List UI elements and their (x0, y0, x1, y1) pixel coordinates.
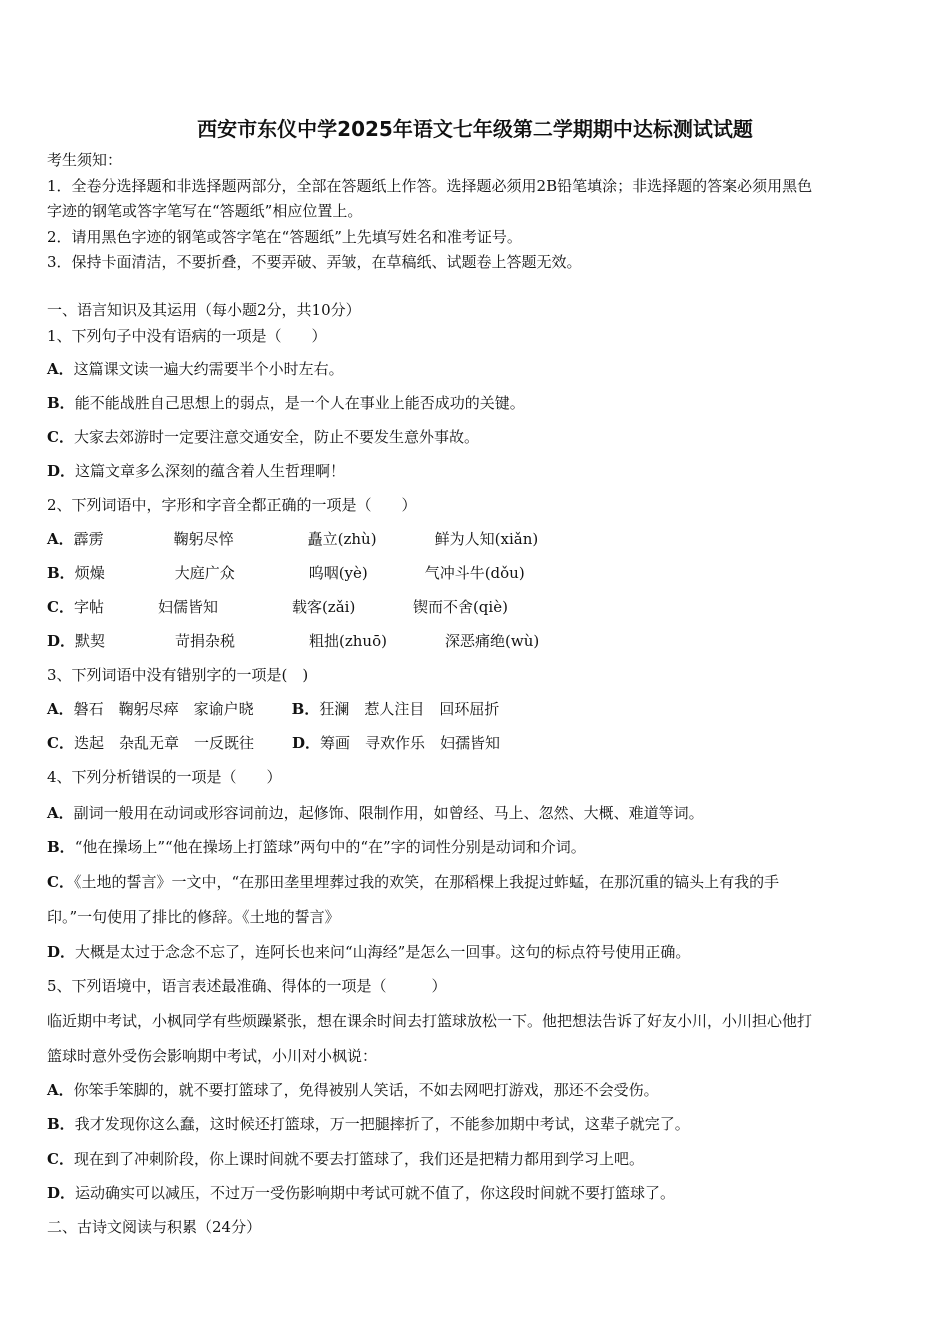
option-text: 运动确实可以减压，不过万一受伤影响期中考试可就不值了，你这段时间就不要打篮球了。 (75, 1184, 676, 1202)
option-key: A． (47, 700, 74, 718)
option-key: B． (291, 700, 320, 718)
word: 霹雳 (73, 530, 104, 548)
notice-heading: 考生须知： (47, 151, 123, 169)
option-text: 大家去郊游时一定要注意交通安全，防止不要发生意外事故。 (73, 428, 479, 446)
option-d (47, 1183, 675, 1203)
context-text: 临近期中考试，小枫同学有些烦躁紧张，想在课余时间去打篮球放松一下。他把想法告诉了好友小川，小川担心他打 (47, 1012, 813, 1030)
option-key: A． (47, 804, 74, 822)
option-a (47, 359, 344, 379)
option-c (47, 872, 779, 892)
option-key: B． (47, 564, 75, 582)
option-b (47, 393, 525, 413)
word: 妇儒皆知 (157, 598, 218, 616)
option-c-continued (47, 907, 340, 927)
option-text: 磐石 鞠躬尽瘁 家谕户晓 (73, 700, 254, 718)
word: 烦燥 (74, 564, 105, 582)
option-key: D． (47, 462, 76, 480)
option-key: A． (47, 360, 74, 378)
word: 载客(zǎi) (291, 598, 356, 616)
option-a (47, 803, 704, 823)
option-d (47, 942, 690, 962)
word: 字帖 (73, 598, 104, 616)
option-key: C． (47, 428, 74, 446)
word: 矗立(zhù) (307, 530, 377, 548)
question-stem: 1、下列句子中没有语病的一项是（ ） (47, 327, 327, 345)
section-heading: 二、古诗文阅读与积累（24分） (47, 1218, 262, 1236)
word: 呜咽(yè) (308, 564, 368, 582)
option-c (47, 427, 479, 447)
question-stem: 5、下列语境中，语言表述最准确、得体的一项是（ ） (47, 977, 447, 995)
word: 鞠躬尽悴 (173, 530, 234, 548)
option-key: B． (47, 1115, 75, 1133)
word: 鲜为人知(xiǎn) (434, 530, 539, 548)
option-text: 《土地的誓言》一文中，“在那田垄里埋葬过我的欢笑，在那稻棵上我捉过蚱蜢，在那沉重的镐头上有我的手 (73, 873, 780, 891)
word: 气冲斗牛(dǒu) (424, 564, 525, 582)
context-text: 篮球时意外受伤会影响期中考试，小川对小枫说： (47, 1047, 378, 1065)
word: 粗拙(zhuō) (309, 632, 387, 650)
option-text: 大概是太过于念念不忘了，连阿长也来问“山海经”是怎么一回事。这句的标点符号使用正确。 (75, 943, 691, 961)
option-text: 能不能战胜自己思想上的弱点，是一个人在事业上能否成功的关键。 (74, 394, 525, 412)
option-text: 这篇文章多么深刻的蕴含着人生哲理啊！ (75, 462, 346, 480)
option-text: 你笨手笨脚的，就不要打篮球了，免得被别人笑话，不如去网吧打游戏，那还不会受伤。 (73, 1081, 659, 1099)
option-key: C． (47, 873, 74, 891)
word: 默契 (75, 632, 106, 650)
option-key: B． (47, 838, 75, 856)
option-b (47, 837, 586, 857)
option-key: C． (47, 734, 74, 752)
word: 锲而不舍(qiè) (412, 598, 508, 616)
option-text: 筹画 寻欢作乐 妇孺皆知 (319, 734, 500, 752)
question-stem: 3、下列词语中没有错别字的一项是( ) (47, 666, 309, 684)
page-title: 西安市东仪中学2025年语文七年级第二学期期中达标测试试题 (197, 117, 753, 141)
section-heading: 一、语言知识及其运用（每小题2分，共10分） (47, 301, 361, 319)
question-stem: 4、下列分析错误的一项是（ ） (47, 768, 282, 786)
option-d (47, 631, 539, 651)
word: 大庭广众 (174, 564, 235, 582)
option-c (47, 1149, 644, 1169)
option-text: “他在操场上”“他在操场上打篮球”两句中的“在”字的词性分别是动词和介词。 (74, 838, 586, 856)
option-a (47, 529, 538, 549)
option-d (47, 461, 345, 481)
word: 深恶痛绝(wù) (445, 632, 540, 650)
notice-item: 1．全卷分选择题和非选择题两部分，全部在答题纸上作答。选择题必须用2B铅笔填涂；非选择题的答案必须用黑色 (47, 177, 813, 195)
option-b (47, 1114, 690, 1134)
option-key: B． (47, 394, 75, 412)
option-key: D． (47, 1184, 76, 1202)
question-stem: 2、下列词语中，字形和字音全都正确的一项是（ ） (47, 496, 417, 514)
notice-item: 2．请用黑色字迹的钢笔或答字笔在“答题纸”上先填写姓名和准考证号。 (47, 228, 522, 246)
option-text: 现在到了冲刺阶段，你上课时间就不要去打篮球了，我们还是把精力都用到学习上吧。 (73, 1150, 644, 1168)
notice-item: 字迹的钢笔或答字笔写在“答题纸”相应位置上。 (47, 202, 363, 220)
option-key: C． (47, 598, 74, 616)
option-text: 这篇课文读一遍大约需要半个小时左右。 (73, 360, 344, 378)
option-line (47, 733, 500, 753)
option-text: 印。”一句使用了排比的修辞。《土地的誓言》 (47, 908, 340, 926)
option-key: D． (47, 943, 76, 961)
option-key: D． (47, 632, 76, 650)
option-a (47, 1080, 659, 1100)
word: 苛捐杂税 (175, 632, 236, 650)
option-text: 副词一般用在动词或形容词前边，起修饰、限制作用，如曾经、马上、忽然、大概、难道等词。 (73, 804, 704, 822)
option-text: 迭起 杂乱无章 一反既往 (73, 734, 254, 752)
notice-item: 3．保持卡面清洁，不要折叠，不要弄破、弄皱，在草稿纸、试题卷上答题无效。 (47, 253, 582, 271)
option-key: D． (291, 734, 320, 752)
option-key: A． (47, 530, 74, 548)
option-key: A． (47, 1081, 74, 1099)
option-line (47, 699, 499, 719)
option-c (47, 597, 508, 617)
option-key: C． (47, 1150, 74, 1168)
option-b (47, 563, 525, 583)
option-text: 我才发现你这么蠢，这时候还打篮球，万一把腿摔折了，不能参加期中考试，这辈子就完了。 (74, 1115, 690, 1133)
option-text: 狂澜 惹人注目 回环屈折 (319, 700, 500, 718)
